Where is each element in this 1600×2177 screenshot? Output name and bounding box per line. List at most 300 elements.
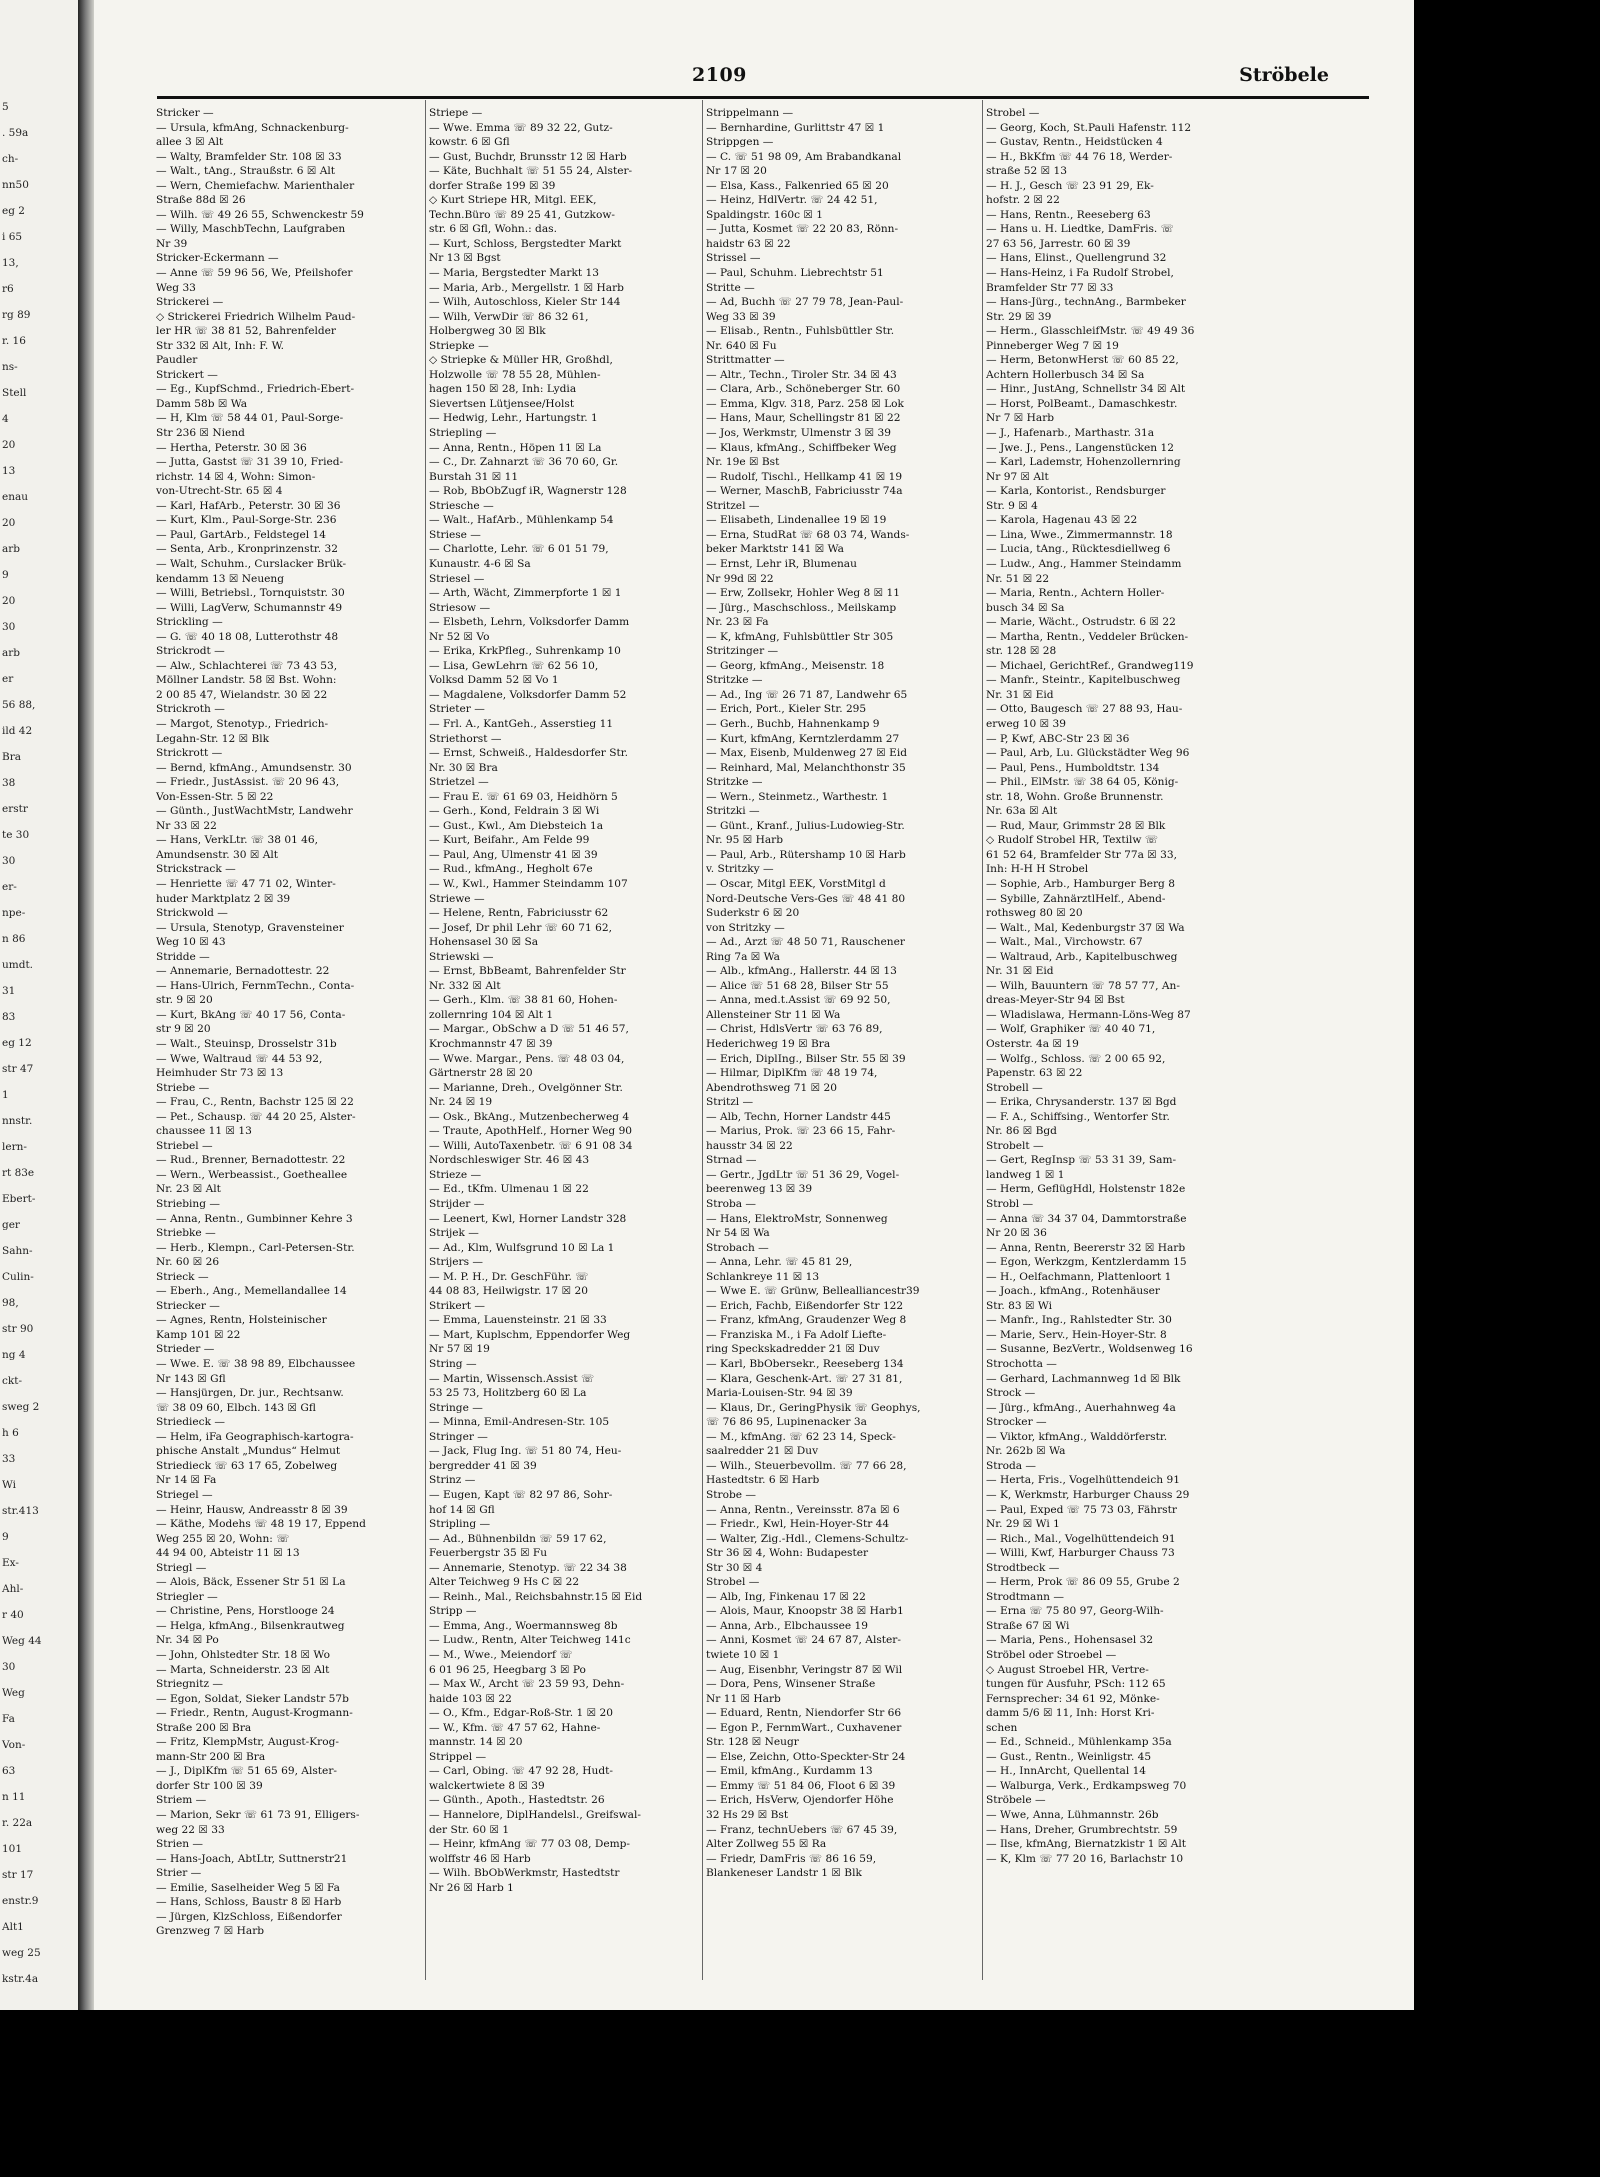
directory-line: — Hans, Schloss, Baustr 8 ☒ Harb bbox=[156, 1896, 342, 1909]
previous-page-fragment: ch- bbox=[2, 153, 19, 165]
directory-line: Stritzki — bbox=[706, 805, 760, 818]
column-4 bbox=[986, 106, 1262, 1996]
column-1 bbox=[156, 106, 432, 1996]
directory-line: — Sybille, ZahnärztlHelf., Abend- bbox=[986, 892, 1166, 905]
directory-line: — Günth., Apoth., Hastedtstr. 26 bbox=[429, 1794, 605, 1807]
previous-page-fragment: arb bbox=[2, 647, 21, 659]
directory-line: landweg 1 ☒ 1 bbox=[986, 1168, 1065, 1181]
directory-line: — Pet., Schausp. ☏ 44 20 25, Alster- bbox=[156, 1110, 356, 1123]
directory-line: Stritzl — bbox=[706, 1096, 754, 1109]
directory-line: — Walburga, Verk., Erdkampsweg 70 bbox=[986, 1779, 1187, 1792]
directory-line: — Maria, Pens., Hohensasel 32 bbox=[986, 1634, 1154, 1647]
directory-line: — Klaus, Dr., GeringPhysik ☏ Geophys, bbox=[706, 1401, 921, 1414]
previous-page-fragment: str 90 bbox=[2, 1323, 34, 1335]
directory-line: — W., Kwl., Hammer Steindamm 107 bbox=[429, 877, 628, 890]
directory-line: Nr 97 ☒ Alt bbox=[986, 470, 1049, 483]
directory-line: — Georg, kfmAng., Meisenstr. 18 bbox=[706, 659, 885, 672]
directory-line: — Emma, Klgv. 318, Parz. 258 ☒ Lok bbox=[706, 397, 904, 410]
directory-line: — Gerh., Klm. ☏ 38 81 60, Hohen- bbox=[429, 994, 618, 1007]
directory-line: — Reinhard, Mal, Melanchthonstr 35 bbox=[706, 761, 906, 774]
directory-line: Straße 88d ☒ 26 bbox=[156, 194, 246, 207]
directory-line: — Susanne, BezVertr., Woldsenweg 16 bbox=[986, 1343, 1193, 1356]
directory-line: Hederichweg 19 ☒ Bra bbox=[706, 1038, 831, 1050]
directory-line: Schlankreye 11 ☒ 13 bbox=[706, 1270, 820, 1283]
directory-line: — Hannelore, DiplHandelsl., Greifswal- bbox=[429, 1808, 641, 1821]
directory-line: — Rudolf, Tischl., Hellkamp 41 ☒ 19 bbox=[706, 470, 903, 483]
directory-line: ler HR ☏ 38 81 52, Bahrenfelder bbox=[156, 325, 336, 338]
directory-line: — Annemarie, Bernadottestr. 22 bbox=[156, 965, 330, 978]
directory-line: — Clara, Arb., Schöneberger Str. 60 bbox=[706, 383, 901, 396]
directory-line: Str 30 ☒ 4 bbox=[706, 1561, 763, 1574]
directory-line: Nr 143 ☒ Gfl bbox=[156, 1372, 226, 1385]
directory-line: — H., BkKfm ☏ 44 76 18, Werder- bbox=[986, 150, 1173, 163]
directory-line: Strieder — bbox=[156, 1343, 215, 1356]
directory-line: — Jutta, Kosmet ☏ 22 20 83, Rönn- bbox=[706, 223, 899, 236]
directory-line: Nr. 95 ☒ Harb bbox=[706, 834, 784, 847]
column-divider bbox=[982, 100, 983, 1980]
directory-line: Striepling — bbox=[429, 427, 497, 440]
directory-line: — Karla, Kontorist., Rendsburger bbox=[986, 485, 1166, 498]
directory-line: — Ludw., Ang., Hammer Steindamm bbox=[986, 557, 1182, 570]
directory-line: — Christine, Pens, Horstlooge 24 bbox=[156, 1605, 335, 1618]
directory-line: von-Utrecht-Str. 65 ☒ 4 bbox=[156, 485, 283, 498]
directory-line: bergredder 41 ☒ 39 bbox=[429, 1459, 537, 1472]
directory-line: — Elsbeth, Lehrn, Volksdorfer Damm bbox=[429, 616, 630, 629]
directory-line: Nr 14 ☒ Fa bbox=[156, 1474, 217, 1487]
directory-line: Holzwolle ☏ 78 55 28, Mühlen- bbox=[429, 368, 601, 381]
directory-line: — Eg., KupfSchmd., Friedrich-Ebert- bbox=[156, 383, 355, 396]
directory-line: — Wilh. BbObWerkmstr, Hastedtstr bbox=[429, 1867, 620, 1880]
directory-line: Striewe — bbox=[429, 892, 485, 905]
directory-line: — Mart, Kuplschm, Eppendorfer Weg bbox=[429, 1328, 631, 1341]
directory-line: 44 08 83, Heilwigstr. 17 ☒ 20 bbox=[429, 1285, 588, 1298]
directory-line: — Egon, Werkzgm, Kentzlerdamm 15 bbox=[986, 1256, 1187, 1269]
directory-line: Nr. 34 ☒ Po bbox=[156, 1634, 219, 1647]
directory-line: — Alb, Ing, Finkenau 17 ☒ 22 bbox=[706, 1590, 866, 1603]
directory-line: Strobel — bbox=[706, 1576, 760, 1589]
directory-line: — Ludw., Rentn, Alter Teichweg 141c bbox=[429, 1634, 631, 1647]
directory-line: — Anna, med.t.Assist ☏ 69 92 50, bbox=[706, 994, 891, 1007]
directory-line: str. 9 ☒ 20 bbox=[156, 994, 213, 1007]
directory-line: Heimhuder Str 73 ☒ 13 bbox=[156, 1067, 284, 1080]
directory-line: Strijers — bbox=[429, 1256, 483, 1269]
directory-line: — Erika, KrkPfleg., Suhrenkamp 10 bbox=[429, 645, 621, 658]
directory-line: — J., DiplKfm ☏ 51 65 69, Alster- bbox=[156, 1765, 337, 1778]
directory-line: — Max W., Archt ☏ 23 59 93, Dehn- bbox=[429, 1678, 625, 1691]
directory-line: — Erich, Port., Kieler Str. 295 bbox=[706, 703, 867, 716]
directory-line: Strier — bbox=[156, 1867, 202, 1880]
directory-line: — Hedwig, Lehr., Hartungstr. 1 bbox=[429, 412, 598, 425]
directory-line: Str 36 ☒ 4, Wohn: Budapester bbox=[706, 1547, 869, 1560]
directory-line: Stringer — bbox=[429, 1430, 488, 1443]
previous-page-fragment: r6 bbox=[2, 283, 14, 295]
directory-line: — Friedr., Rentn, August-Krogmann- bbox=[156, 1707, 353, 1720]
directory-line: Strieze — bbox=[429, 1168, 482, 1181]
directory-line: Suderkstr 6 ☒ 20 bbox=[706, 907, 800, 920]
directory-line: — Gerh., Kond, Feldrain 3 ☒ Wi bbox=[429, 805, 600, 818]
book-gutter bbox=[78, 0, 94, 2010]
previous-page-fragment: Ex- bbox=[2, 1557, 19, 1569]
directory-line: — Franz, kfmAng, Graudenzer Weg 8 bbox=[706, 1314, 907, 1327]
directory-line: — Otto, Baugesch ☏ 27 88 93, Hau- bbox=[986, 703, 1183, 716]
previous-page-fragment: Fa bbox=[2, 1713, 15, 1725]
directory-line: — Gertr., JgdLtr ☏ 51 36 29, Vogel- bbox=[706, 1168, 900, 1181]
directory-line: — Heinr, kfmAng ☏ 77 03 08, Demp- bbox=[429, 1838, 631, 1851]
directory-line: Strickrott — bbox=[156, 747, 223, 760]
directory-line: Pinneberger Weg 7 ☒ 19 bbox=[986, 339, 1119, 352]
directory-line: ◇ Kurt Striepe HR, Mitgl. EEK, bbox=[429, 194, 597, 207]
directory-line: — Erich, DiplIng., Bilser Str. 55 ☒ 39 bbox=[706, 1052, 906, 1065]
directory-line: — Anna, Rentn., Höpen 11 ☒ La bbox=[429, 441, 602, 454]
directory-line: — Jos, Werkmstr, Ulmenstr 3 ☒ 39 bbox=[706, 427, 891, 440]
directory-line: String — bbox=[429, 1358, 477, 1371]
directory-line: Papenstr. 63 ☒ 22 bbox=[986, 1067, 1083, 1080]
directory-line: — Kurt, kfmAng, Kerntzlerdamm 27 bbox=[706, 732, 900, 745]
previous-page-fragment: Ahl- bbox=[2, 1583, 24, 1595]
previous-page-fragment: nn50 bbox=[2, 179, 29, 191]
directory-line: — Walt., tAng., Straußstr. 6 ☒ Alt bbox=[156, 165, 335, 178]
previous-page-fragment: 20 bbox=[2, 595, 16, 607]
directory-line: — Alois, Maur, Knoopstr 38 ☒ Harb1 bbox=[706, 1605, 904, 1618]
directory-line: — Egon P., FernmWart., Cuxhavener bbox=[706, 1721, 902, 1734]
directory-line: Fernsprecher: 34 61 92, Mönke- bbox=[986, 1692, 1160, 1705]
directory-line: — Gustav, Rentn., Heidstücken 4 bbox=[986, 136, 1163, 149]
directory-line: Stringe — bbox=[429, 1401, 483, 1414]
directory-line: — Egon, Soldat, Sieker Landstr 57b bbox=[156, 1692, 349, 1705]
directory-line: Weg 33 ☒ 39 bbox=[706, 310, 776, 323]
directory-line: — Frau, C., Rentn, Bachstr 125 ☒ 22 bbox=[156, 1096, 354, 1109]
directory-line: Stricker-Eckermann — bbox=[156, 252, 279, 265]
directory-line: — Erw, Zollsekr, Hohler Weg 8 ☒ 11 bbox=[706, 587, 901, 600]
previous-page-fragment: ger bbox=[2, 1219, 20, 1231]
directory-line: — K, Werkmstr, Harburger Chauss 29 bbox=[986, 1488, 1190, 1501]
directory-line: busch 34 ☒ Sa bbox=[986, 601, 1065, 614]
previous-page-fragment: 63 bbox=[2, 1765, 16, 1777]
directory-line: — Paul, Arb., Rütershamp 10 ☒ Harb bbox=[706, 848, 906, 861]
directory-line: Striesche — bbox=[429, 499, 494, 512]
directory-line: — Marie, Wächt., Ostrudstr. 6 ☒ 22 bbox=[986, 616, 1176, 629]
directory-line: — Viktor, kfmAng., Walddörferstr. bbox=[986, 1430, 1168, 1443]
directory-line: — H., Oelfachmann, Plattenloort 1 bbox=[986, 1270, 1172, 1283]
directory-line: str. 18, Wohn. Große Brunnenstr. bbox=[986, 790, 1164, 803]
directory-line: — Ilse, kfmAng, Biernatzkistr 1 ☒ Alt bbox=[986, 1838, 1187, 1851]
directory-line: — Walt., HafArb., Mühlenkamp 54 bbox=[429, 514, 614, 527]
directory-line: Stritzinger — bbox=[706, 645, 779, 658]
directory-line: — Wilh, Bauuntern ☏ 78 57 77, An- bbox=[986, 979, 1180, 992]
directory-line: — Wolfg., Schloss. ☏ 2 00 65 92, bbox=[986, 1052, 1166, 1065]
directory-line: — Franziska M., i Fa Adolf Liefte- bbox=[706, 1328, 887, 1341]
directory-line: — Manfr., Ing., Rahlstedter Str. 30 bbox=[986, 1314, 1172, 1327]
directory-line: Volksd Damm 52 ☒ Vo 1 bbox=[429, 674, 559, 687]
directory-line: — Jutta, Gastst ☏ 31 39 10, Fried- bbox=[156, 456, 344, 469]
directory-line: zollernring 104 ☒ Alt 1 bbox=[429, 1008, 554, 1021]
directory-line: Stroda — bbox=[986, 1459, 1037, 1472]
directory-line: — Hans-Jürg., technAng., Barmbeker bbox=[986, 296, 1186, 309]
directory-line: — M. P. H., Dr. GeschFühr. ☏ bbox=[429, 1270, 589, 1283]
previous-page-fragment: er- bbox=[2, 881, 17, 893]
directory-line: — Maria, Rentn., Achtern Holler- bbox=[986, 587, 1165, 600]
previous-page-fragment: 9 bbox=[2, 569, 9, 581]
directory-line: kowstr. 6 ☒ Gfl bbox=[429, 136, 510, 149]
previous-page-fragment: te 30 bbox=[2, 829, 30, 841]
directory-line: dorfer Str 100 ☒ 39 bbox=[156, 1779, 263, 1792]
directory-line: — Frau E. ☏ 61 69 03, Heidhörn 5 bbox=[429, 790, 618, 803]
directory-line: — F. A., Schiffsing., Wentorfer Str. bbox=[986, 1110, 1170, 1123]
directory-line: — Oscar, Mitgl EEK, VorstMitgl d bbox=[706, 877, 886, 890]
directory-line: — Max, Eisenb, Muldenweg 27 ☒ Eid bbox=[706, 747, 908, 760]
scan-background bbox=[0, 2010, 1600, 2177]
directory-line: Striebe — bbox=[156, 1081, 210, 1094]
directory-line: Striedieck ☏ 63 17 65, Zobelweg bbox=[156, 1459, 338, 1472]
previous-page-fragment: 5 bbox=[2, 101, 9, 113]
previous-page-fragment: Bra bbox=[2, 751, 21, 763]
directory-line: saalredder 21 ☒ Duv bbox=[706, 1445, 819, 1458]
directory-line: Allensteiner Str 11 ☒ Wa bbox=[706, 1008, 841, 1021]
directory-line: — Bernhardine, Gurlittstr 47 ☒ 1 bbox=[706, 121, 885, 134]
directory-line: Striepe — bbox=[429, 107, 483, 119]
directory-line: — Marion, Sekr ☏ 61 73 91, Elligers- bbox=[156, 1808, 360, 1821]
directory-line: Strippel — bbox=[429, 1750, 487, 1763]
directory-line: — Herb., Klempn., Carl-Petersen-Str. bbox=[156, 1241, 355, 1254]
directory-line: — Erich, HsVerw, Ojendorfer Höhe bbox=[706, 1794, 894, 1807]
directory-line: Str. 29 ☒ 39 bbox=[986, 310, 1052, 323]
previous-page-fragment: eg 12 bbox=[2, 1037, 32, 1049]
directory-line: — Carl, Obing. ☏ 47 92 28, Hudt- bbox=[429, 1765, 613, 1778]
directory-line: — Willi, AutoTaxenbetr. ☏ 6 91 08 34 bbox=[429, 1139, 633, 1152]
directory-line: 32 Hs 29 ☒ Bst bbox=[706, 1808, 789, 1821]
directory-line: beerenweg 13 ☒ 39 bbox=[706, 1183, 813, 1196]
directory-line: Strobl — bbox=[986, 1198, 1034, 1211]
directory-line: Sievertsen Lütjensee/Holst bbox=[429, 397, 575, 410]
previous-page-fragment: 20 bbox=[2, 517, 16, 529]
directory-line: — H., InnArcht, Quellental 14 bbox=[986, 1765, 1147, 1778]
directory-line: Striepke — bbox=[429, 339, 489, 352]
directory-line: Striegl — bbox=[156, 1561, 207, 1574]
directory-line: Stritte — bbox=[706, 281, 755, 294]
page-number: 2109 bbox=[692, 64, 747, 86]
directory-line: — Martin, Wissensch.Assist ☏ bbox=[429, 1372, 595, 1385]
directory-line: ◇ Rudolf Strobel HR, Textilw ☏ bbox=[986, 834, 1159, 847]
directory-line: Nr 13 ☒ Bgst bbox=[429, 252, 501, 265]
directory-line: — Sophie, Arb., Hamburger Berg 8 bbox=[986, 877, 1175, 890]
directory-line: haide 103 ☒ 22 bbox=[429, 1692, 512, 1705]
directory-line: Krochmannstr 47 ☒ 39 bbox=[429, 1038, 553, 1050]
directory-line: — Kurt, Schloss, Bergstedter Markt bbox=[429, 237, 622, 250]
directory-line: — Paul, Exped ☏ 75 73 03, Fährstr bbox=[986, 1503, 1177, 1516]
directory-line: Str 236 ☒ Niend bbox=[156, 427, 245, 440]
directory-line: — Fritz, KlempMstr, August-Krog- bbox=[156, 1736, 339, 1749]
directory-line: — Charlotte, Lehr. ☏ 6 01 51 79, bbox=[429, 543, 609, 556]
directory-line: — Willi, Betriebsl., Tornquiststr. 30 bbox=[156, 587, 345, 600]
directory-line: — Michael, GerichtRef., Grandweg119 bbox=[986, 659, 1194, 672]
directory-line: — Horst, PolBeamt., Damaschkestr. bbox=[986, 397, 1178, 410]
directory-line: Striem — bbox=[156, 1794, 207, 1807]
directory-line: Strippgen — bbox=[706, 136, 774, 149]
directory-line: — Phil., ElMstr. ☏ 38 64 05, König- bbox=[986, 776, 1179, 789]
directory-line: — Hansjürgen, Dr. jur., Rechtsanw. bbox=[156, 1387, 344, 1400]
previous-page-fragment: 31 bbox=[2, 985, 16, 997]
previous-page-fragment: Weg 44 bbox=[2, 1635, 42, 1647]
column-3 bbox=[706, 106, 982, 1996]
directory-line: — Walt, Schuhm., Curslacker Brük- bbox=[156, 557, 347, 570]
directory-line: Striewski — bbox=[429, 950, 494, 963]
directory-line: — J., Hafenarb., Marthastr. 31a bbox=[986, 427, 1155, 440]
directory-line: — Ed., Schneid., Mühlenkamp 35a bbox=[986, 1736, 1172, 1749]
directory-line: straße 52 ☒ 13 bbox=[986, 165, 1067, 178]
directory-line: — K, Klm ☏ 77 20 16, Barlachstr 10 bbox=[986, 1852, 1184, 1865]
directory-line: — Traute, ApothHelf., Horner Weg 90 bbox=[429, 1125, 633, 1138]
directory-line: — Eduard, Rentn, Niendorfer Str 66 bbox=[706, 1707, 902, 1720]
directory-line: Striegnitz — bbox=[156, 1678, 224, 1691]
directory-line: — Alice ☏ 51 68 28, Bilser Str 55 bbox=[706, 979, 889, 992]
directory-line: — Hinr., JustAng, Schnellstr 34 ☒ Alt bbox=[986, 383, 1186, 396]
previous-page-fragment: 9 bbox=[2, 1531, 9, 1543]
directory-line: — M., kfmAng. ☏ 62 23 14, Speck- bbox=[706, 1430, 896, 1443]
directory-line: — G. ☏ 40 18 08, Lutterothstr 48 bbox=[156, 630, 339, 643]
directory-line: — Herm, BetonwHerst ☏ 60 85 22, bbox=[986, 354, 1179, 367]
previous-page-fragment: 13, bbox=[2, 257, 19, 269]
directory-line: — Walt., Steuinsp, Drosselstr 31b bbox=[156, 1038, 337, 1050]
previous-page-fragment: 56 88, bbox=[2, 699, 36, 711]
directory-line: — Kurt, Klm., Paul-Sorge-Str. 236 bbox=[156, 514, 337, 527]
directory-line: Striegler — bbox=[156, 1590, 218, 1603]
directory-line: Straße 67 ☒ Wi bbox=[986, 1619, 1070, 1632]
directory-line: Striebke — bbox=[156, 1227, 216, 1240]
directory-line: — Rud, Maur, Grimmstr 28 ☒ Blk bbox=[986, 819, 1166, 832]
directory-line: Nordschleswiger Str. 46 ☒ 43 bbox=[429, 1154, 590, 1167]
directory-line: — Herta, Fris., Vogelhüttendeich 91 bbox=[986, 1474, 1180, 1487]
directory-line: — Hans-Ulrich, FernmTechn., Conta- bbox=[156, 979, 355, 992]
previous-page-fragment: Weg bbox=[2, 1687, 25, 1699]
previous-page-fragment: 4 bbox=[2, 413, 9, 425]
directory-line: 6 01 96 25, Heegbarg 3 ☒ Po bbox=[429, 1663, 586, 1676]
directory-line: — Wladislawa, Hermann-Löns-Weg 87 bbox=[986, 1008, 1191, 1021]
previous-page-fragment: . 59a bbox=[2, 127, 29, 139]
directory-line: Osterstr. 4a ☒ 19 bbox=[986, 1038, 1079, 1050]
directory-line: — Leenert, Kwl, Horner Landstr 328 bbox=[429, 1212, 627, 1225]
directory-line: — Kurt, BkAng ☏ 40 17 56, Conta- bbox=[156, 1008, 346, 1021]
previous-page-fragment: enstr.9 bbox=[2, 1895, 39, 1907]
directory-line: — Elsa, Kass., Falkenried 65 ☒ 20 bbox=[706, 179, 889, 192]
directory-line: Strobell — bbox=[986, 1081, 1043, 1094]
directory-line: — Karola, Hagenau 43 ☒ 22 bbox=[986, 514, 1138, 527]
directory-line: Nr. 60 ☒ 26 bbox=[156, 1256, 220, 1269]
directory-line: Strieter — bbox=[429, 703, 485, 716]
directory-line: — Minna, Emil-Andresen-Str. 105 bbox=[429, 1416, 610, 1429]
directory-line: — Hans, ElektroMstr, Sonnenweg bbox=[706, 1212, 888, 1225]
directory-line: — Klara, Geschenk-Art. ☏ 27 31 81, bbox=[706, 1372, 903, 1385]
previous-page-fragment: ng 4 bbox=[2, 1349, 26, 1361]
directory-line: 61 52 64, Bramfelder Str 77a ☒ 33, bbox=[986, 848, 1178, 861]
column-2 bbox=[429, 106, 705, 1996]
directory-line: Möllner Landstr. 58 ☒ Bst. Wohn: bbox=[156, 674, 337, 687]
directory-line: phische Anstalt „Mundus“ Helmut bbox=[156, 1445, 341, 1458]
directory-line: Stroba — bbox=[706, 1198, 757, 1211]
column-divider bbox=[425, 100, 426, 1980]
directory-line: allee 3 ☒ Alt bbox=[156, 136, 224, 149]
directory-page bbox=[94, 0, 1414, 2010]
previous-page-fragment: 1 bbox=[2, 1089, 9, 1101]
directory-line: Ring 7a ☒ Wa bbox=[706, 950, 780, 963]
directory-line: Strittmatter — bbox=[706, 354, 785, 367]
directory-line: — P, Kwf, ABC-Str 23 ☒ 36 bbox=[986, 732, 1130, 745]
directory-line: — Herm., GlasschleifMstr. ☏ 49 49 36 bbox=[986, 325, 1195, 338]
directory-line: — Jürgen, KlzSchloss, Eißendorfer bbox=[156, 1910, 342, 1923]
directory-line: — Georg, Koch, St.Pauli Hafenstr. 112 bbox=[986, 121, 1192, 134]
directory-line: Stripling — bbox=[429, 1518, 491, 1531]
directory-line: — Karl, Lademstr, Hohenzollernring bbox=[986, 456, 1181, 469]
directory-line: — Lisa, GewLehrn ☏ 62 56 10, bbox=[429, 659, 599, 672]
previous-page-fragment: i 65 bbox=[2, 231, 23, 243]
previous-page-fragment: 30 bbox=[2, 621, 16, 633]
directory-line: kendamm 13 ☒ Neueng bbox=[156, 572, 285, 585]
directory-line: — Hans, Dreher, Grumbrechtstr. 59 bbox=[986, 1823, 1178, 1836]
directory-line: Stritzke — bbox=[706, 674, 763, 687]
directory-line: Abendrothsweg 71 ☒ 20 bbox=[706, 1081, 837, 1094]
directory-line: — Lucia, tAng., Rücktesdiellweg 6 bbox=[986, 543, 1171, 556]
directory-line: — Gerhard, Lachmannweg 1d ☒ Blk bbox=[986, 1372, 1181, 1385]
directory-line: damm 5/6 ☒ 11, Inh: Horst Kri- bbox=[986, 1707, 1155, 1720]
directory-line: weg 22 ☒ 33 bbox=[156, 1823, 225, 1836]
directory-line: — Rich., Mal., Vogelhüttendeich 91 bbox=[986, 1532, 1176, 1545]
directory-line: — Alw., Schlachterei ☏ 73 43 53, bbox=[156, 659, 338, 672]
previous-page-fragment: kstr.4a bbox=[2, 1973, 39, 1985]
directory-line: Paudler bbox=[156, 354, 198, 367]
directory-line: Strnad — bbox=[706, 1154, 757, 1167]
header-rule bbox=[157, 96, 1369, 99]
directory-line: Strodtbeck — bbox=[986, 1561, 1060, 1574]
directory-line: Striesel — bbox=[429, 572, 485, 585]
previous-page-fragment: umdt. bbox=[2, 959, 33, 971]
directory-line: Striethorst — bbox=[429, 732, 502, 745]
directory-line: beker Marktstr 141 ☒ Wa bbox=[706, 543, 844, 556]
directory-line: — Jürg., kfmAng., Auerhahnweg 4a bbox=[986, 1401, 1176, 1414]
directory-line: — Josef, Dr phil Lehr ☏ 60 71 62, bbox=[429, 921, 612, 934]
directory-line: — W., Kfm. ☏ 47 57 62, Hahne- bbox=[429, 1721, 601, 1734]
directory-line: Strickert — bbox=[156, 368, 218, 381]
directory-line: — Annemarie, Stenotyp. ☏ 22 34 38 bbox=[429, 1561, 627, 1574]
directory-line: Nr 54 ☒ Wa bbox=[706, 1227, 770, 1240]
previous-page-fragment: 13 bbox=[2, 465, 16, 477]
directory-line: dreas-Meyer-Str 94 ☒ Bst bbox=[986, 994, 1125, 1007]
directory-line: — Hertha, Peterstr. 30 ☒ 36 bbox=[156, 441, 307, 454]
directory-line: — Wwe. Emma ☏ 89 32 22, Gutz- bbox=[429, 121, 613, 134]
directory-line: Blankeneser Landstr 1 ☒ Blk bbox=[706, 1867, 862, 1880]
directory-line: — Kurt, Beifahr., Am Felde 99 bbox=[429, 834, 590, 847]
directory-line: Strickrodt — bbox=[156, 645, 225, 658]
directory-line: — Waltraud, Arb., Kapitelbuschweg bbox=[986, 950, 1178, 963]
directory-line: Stricker — bbox=[156, 107, 214, 119]
directory-line: Str. 128 ☒ Neugr bbox=[706, 1736, 799, 1749]
directory-line: Strinz — bbox=[429, 1474, 476, 1487]
directory-line: — Wwe. Margar., Pens. ☏ 48 03 04, bbox=[429, 1052, 625, 1065]
directory-line: Nr 26 ☒ Harb 1 bbox=[429, 1881, 514, 1894]
directory-line: Weg 33 bbox=[156, 281, 196, 294]
directory-line: — Wern, Chemiefachw. Marienthaler bbox=[156, 179, 355, 192]
directory-line: str 9 ☒ 20 bbox=[156, 1023, 211, 1036]
directory-line: — John, Ohlstedter Str. 18 ☒ Wo bbox=[156, 1648, 330, 1661]
directory-line: — Hilmar, DiplKfm ☏ 48 19 74, bbox=[706, 1067, 878, 1080]
directory-line: — Walter, Zig.-Hdl., Clemens-Schultz- bbox=[706, 1532, 909, 1545]
directory-line: — Henriette ☏ 47 71 02, Winter- bbox=[156, 877, 336, 890]
directory-line: — Günt., Kranf., Julius-Ludowieg-Str. bbox=[706, 819, 905, 832]
directory-line: Nr. 31 ☒ Eid bbox=[986, 965, 1054, 978]
directory-line: Striebel — bbox=[156, 1139, 213, 1152]
directory-line: erweg 10 ☒ 39 bbox=[986, 717, 1067, 730]
directory-line: — Walt., Mal., Virchowstr. 67 bbox=[986, 936, 1143, 949]
directory-line: Alter Teichweg 9 Hs C ☒ 22 bbox=[429, 1576, 580, 1589]
directory-line: Nr 57 ☒ 19 bbox=[429, 1343, 490, 1356]
